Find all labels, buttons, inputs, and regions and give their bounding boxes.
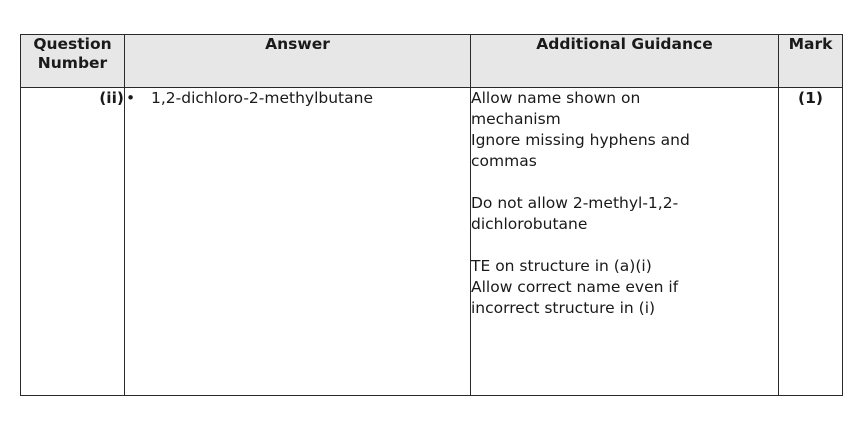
answer-text: 1,2-dichloro-2-methylbutane <box>151 89 373 107</box>
guidance-line: dichlorobutane <box>471 215 588 233</box>
guidance-line: mechanism <box>471 110 561 128</box>
header-answer <box>125 35 471 88</box>
guidance-line: incorrect structure in (i) <box>471 299 656 317</box>
guidance-line: Ignore missing hyphens and <box>471 131 690 149</box>
header-question-number <box>21 35 125 88</box>
guidance-line: Do not allow 2-methyl-1,2- <box>471 194 679 212</box>
header-row <box>21 35 843 88</box>
answer-item <box>125 88 470 109</box>
header-question-number-label: Question Number <box>33 35 112 72</box>
mark-value: (1) <box>798 89 823 107</box>
guidance-spacer <box>471 172 778 193</box>
guidance-line: Allow correct name even if <box>471 278 679 296</box>
guidance-line: commas <box>471 152 537 170</box>
header-additional-guidance-label: Additional Guidance <box>536 35 713 53</box>
answer-list <box>125 88 470 109</box>
question-number-cell <box>21 88 125 396</box>
guidance-cell <box>471 88 779 396</box>
question-number: (ii) <box>99 89 124 107</box>
header-mark-label: Mark <box>788 35 833 53</box>
guidance-spacer <box>471 235 778 256</box>
bullet-icon: • <box>126 89 136 107</box>
header-additional-guidance <box>471 35 779 88</box>
guidance-line: TE on structure in (a)(i) <box>471 257 652 275</box>
guidance-line: Allow name shown on <box>471 89 641 107</box>
header-mark <box>779 35 843 88</box>
table-row <box>21 88 843 396</box>
mark-cell <box>779 88 843 396</box>
answer-cell <box>125 88 471 396</box>
mark-scheme-table <box>20 34 843 396</box>
header-answer-label: Answer <box>265 35 330 53</box>
